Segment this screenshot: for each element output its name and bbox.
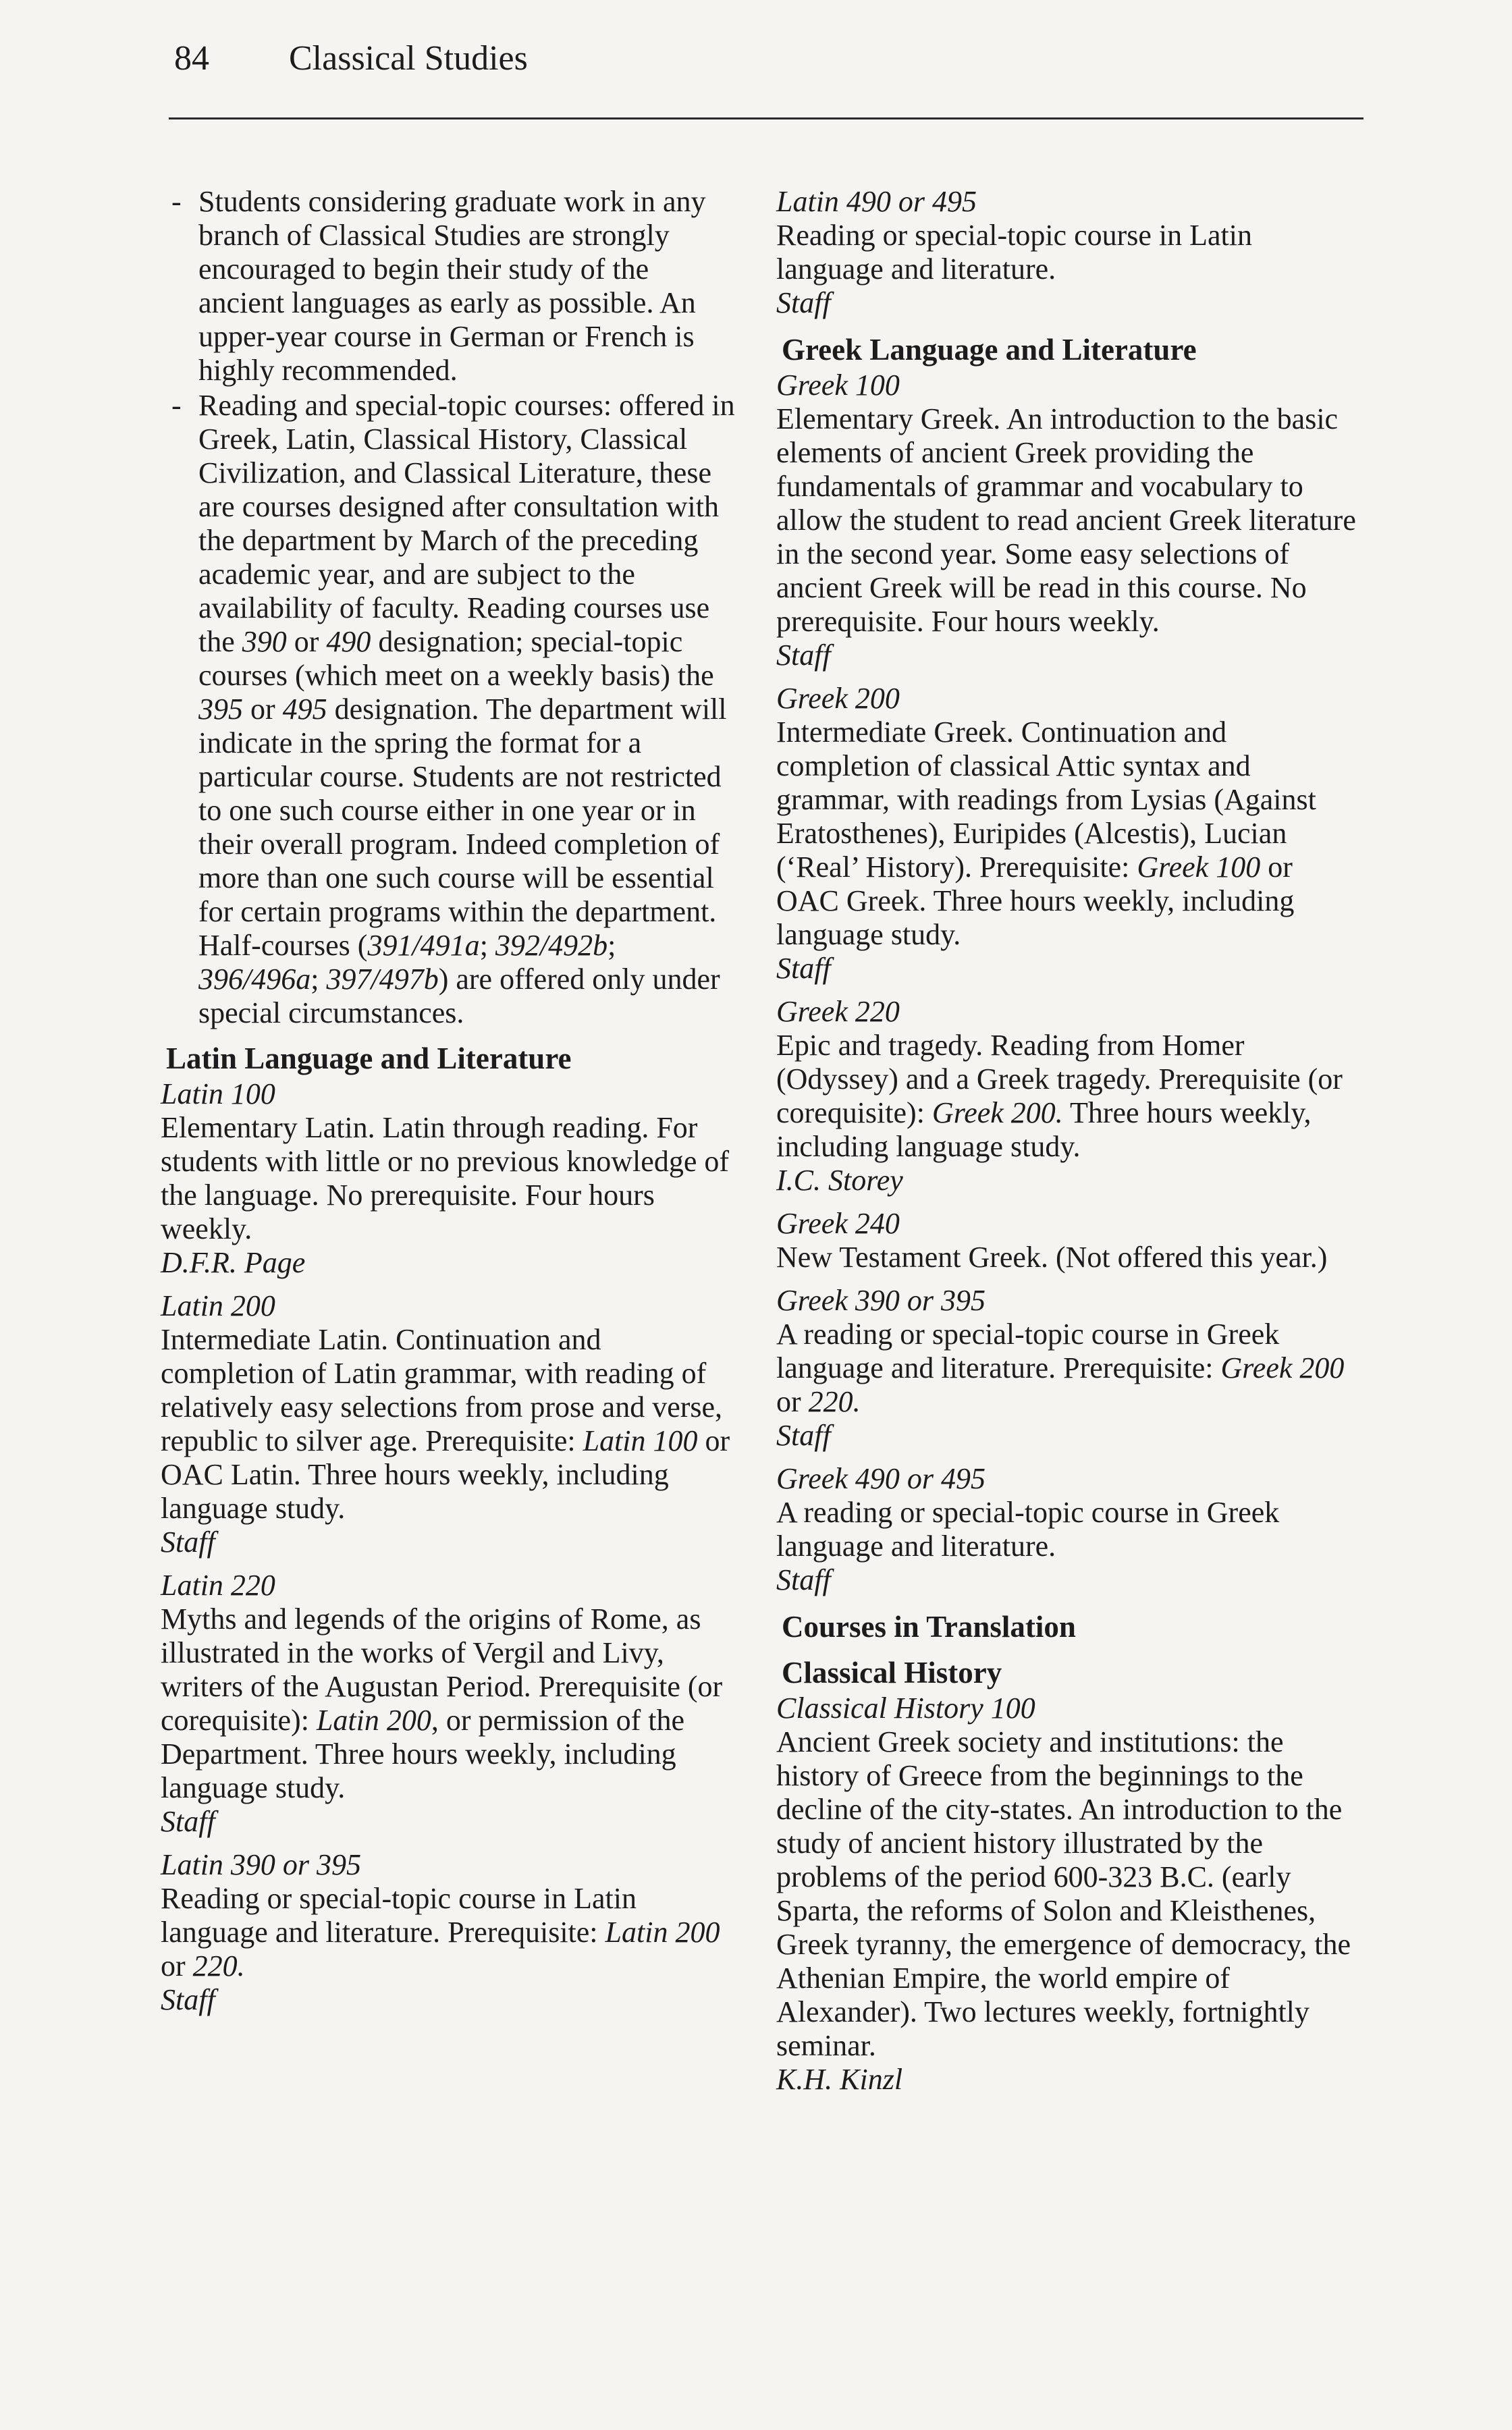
latin-course-list bbox=[161, 1077, 741, 2017]
course-title bbox=[161, 1848, 741, 1882]
italic-text: Latin 200 bbox=[605, 1916, 720, 1949]
text-run: or bbox=[776, 1385, 809, 1418]
italic-text: 392/492b bbox=[495, 929, 608, 962]
course-title bbox=[776, 995, 1357, 1029]
course-title bbox=[161, 1077, 741, 1111]
text-run: Intermediate Latin. Continuation and completion of Latin grammar, with reading of relatively easy selections from prose and verse, republic to silver age. Prerequisite: bbox=[161, 1323, 723, 1457]
section-heading-latin: Latin Language and Literature bbox=[166, 1042, 572, 1075]
italic-text: 495 bbox=[282, 693, 327, 726]
text-run: or bbox=[243, 693, 283, 726]
text-run: Intermediate Greek. Continuation and completion of classical Attic syntax and grammar, with readings from Lysias (Against Eratosthenes), Euripides (Alcestis), Lucian (‘Real’ History). Prerequisite: bbox=[776, 716, 1316, 884]
text-run: designation; special-topic courses (which meet on a weekly basis) the bbox=[198, 625, 714, 692]
text-run: A reading or special-topic course in Greek language and literature. Prerequisite: bbox=[776, 1318, 1280, 1384]
course-entry bbox=[776, 1692, 1357, 2097]
course-description bbox=[776, 1725, 1357, 2063]
course-title bbox=[161, 1569, 741, 1602]
course-title bbox=[776, 682, 1357, 716]
page-header bbox=[174, 35, 528, 82]
course-entry bbox=[776, 1462, 1357, 1597]
note-text bbox=[198, 185, 706, 387]
course-entry bbox=[776, 995, 1357, 1197]
text-run: Epic and tragedy. Reading from Homer (Odyssey) and a Greek tragedy. Prerequisite (or corequisite): bbox=[776, 1029, 1343, 1129]
history-course-list bbox=[776, 1692, 1357, 2097]
text-run: designation. The department will indicate in the spring the format for a particular course. Students are not restricted to one such course either in one year or in their overall program. Indeed completion of more than one such course will be essential for certain programs within the department. Half-courses ( bbox=[198, 693, 727, 962]
text-run: Elementary Latin. Latin through reading. For students with little or no previous knowledge of the language. No prerequisite. Four hours weekly. bbox=[161, 1111, 729, 1245]
italic-text: 495 bbox=[940, 1462, 986, 1495]
course-entry bbox=[776, 369, 1357, 672]
course-description bbox=[161, 1602, 741, 1805]
text-run: or bbox=[161, 1949, 193, 1982]
course-instructor: Staff bbox=[161, 1983, 215, 2016]
course-description bbox=[776, 402, 1357, 639]
left-column bbox=[161, 185, 741, 2026]
italic-text: Greek 100 bbox=[776, 369, 900, 402]
text-run: ; bbox=[310, 963, 327, 996]
italic-text: 220. bbox=[192, 1949, 245, 1982]
course-title bbox=[776, 1207, 1357, 1241]
text-run: ) are offered only under special circumstances. bbox=[198, 963, 720, 1029]
text-run: or bbox=[286, 625, 327, 658]
text-run: ; bbox=[608, 929, 616, 962]
course-description bbox=[776, 219, 1357, 286]
page-number: 84 bbox=[174, 39, 209, 78]
course-entry bbox=[776, 1284, 1357, 1453]
text-run: Reading or special-topic course in Latin language and literature. Prerequisite: bbox=[161, 1882, 637, 1949]
course-instructor: I.C. Storey bbox=[776, 1164, 903, 1197]
italic-text: 495 bbox=[932, 185, 977, 218]
italic-text: 391/491a bbox=[367, 929, 480, 962]
italic-text: Latin 390 bbox=[161, 1848, 275, 1881]
course-entry bbox=[776, 1207, 1357, 1274]
italic-text: 396/496a bbox=[198, 963, 311, 996]
italic-text: Greek 240 bbox=[776, 1207, 900, 1240]
text-run: Three hours weekly, including language study. bbox=[776, 1096, 1312, 1163]
course-entry bbox=[161, 1569, 741, 1839]
section-heading-translation: Courses in Translation bbox=[782, 1610, 1076, 1644]
text-run: Ancient Greek society and institutions: the history of Greece from the beginnings to the decline of the city-states. An introduction to the study of ancient history illustrated by the problems of the period 600-323 B.C. (early Sparta, the reforms of Solon and Kleisthenes, Greek tyranny, the emergence of democracy, the Athenian Empire, the world empire of Alexander). Two lectures weekly, fortnightly seminar. bbox=[776, 1725, 1351, 2062]
note-dash: - bbox=[171, 185, 182, 218]
italic-text: Latin 220 bbox=[161, 1569, 275, 1602]
italic-text: Greek 490 bbox=[776, 1462, 900, 1495]
course-instructor: Staff bbox=[776, 1563, 831, 1596]
text-run: , or permission of the Department. Three hours weekly, including language study. bbox=[161, 1704, 685, 1804]
course-entry bbox=[776, 682, 1357, 986]
section-title: Classical Studies bbox=[289, 39, 528, 78]
text-run: Students considering graduate work in any branch of Classical Studies are strongly encouraged to begin their study of the ancient languages as early as possible. An upper-year course in German or French is highly recommended. bbox=[198, 185, 706, 387]
course-description bbox=[776, 716, 1357, 952]
course-instructor: Staff bbox=[776, 952, 831, 985]
course-entry bbox=[776, 185, 1357, 320]
note-dash: - bbox=[171, 389, 182, 422]
course-entry bbox=[161, 1848, 741, 2017]
section-heading-greek: Greek Language and Literature bbox=[782, 333, 1197, 367]
text-run: Reading or special-topic course in Latin language and literature. bbox=[776, 219, 1252, 286]
text-run: or bbox=[899, 1462, 941, 1495]
text-run: or bbox=[275, 1848, 317, 1881]
text-run: Reading and special-topic courses: offered in Greek, Latin, Classical History, Classical Civilization, and Classical Literature, these are courses designed after consultation with the department by March of the preceding academic year, and are subject to the availability of faculty. Reading courses use the bbox=[198, 389, 735, 658]
course-description bbox=[776, 1318, 1357, 1419]
note-text bbox=[198, 389, 735, 1029]
italic-text: Latin 490 bbox=[776, 185, 891, 218]
course-title bbox=[776, 369, 1357, 402]
course-instructor: Staff bbox=[161, 1526, 215, 1559]
note-item bbox=[161, 389, 741, 1030]
course-title bbox=[161, 1289, 741, 1323]
course-title bbox=[776, 1692, 1357, 1725]
text-run: Elementary Greek. An introduction to the basic elements of ancient Greek providing the fundamentals of grammar and vocabulary to allow the student to read ancient Greek literature in the second year. Some easy selections of ancient Greek will be read in this course. No prerequisite. Four hours weekly. bbox=[776, 402, 1356, 638]
italic-text: Classical History 100 bbox=[776, 1692, 1035, 1725]
italic-text: Greek 220 bbox=[776, 995, 900, 1028]
text-run: New Testament Greek. (Not offered this year.) bbox=[776, 1241, 1328, 1274]
italic-text: Latin 100 bbox=[583, 1424, 698, 1457]
course-description bbox=[161, 1882, 741, 1983]
italic-text: 390 bbox=[242, 625, 287, 658]
italic-text: 397/497b bbox=[326, 963, 439, 996]
greek-course-list bbox=[776, 369, 1357, 1597]
italic-text: Latin 100 bbox=[161, 1077, 275, 1110]
text-run: or OAC Latin. Three hours weekly, including language study. bbox=[161, 1424, 730, 1525]
text-run: or bbox=[890, 185, 933, 218]
italic-text: 220. bbox=[808, 1385, 861, 1418]
course-description bbox=[161, 1111, 741, 1246]
italic-text: 395 bbox=[317, 1848, 362, 1881]
italic-text: Latin 200 bbox=[161, 1289, 275, 1322]
italic-text: 395 bbox=[198, 693, 243, 726]
course-instructor: K.H. Kinzl bbox=[776, 2063, 903, 2096]
note-item bbox=[161, 185, 741, 387]
italic-text: Latin 200 bbox=[316, 1704, 431, 1737]
text-run: ; bbox=[479, 929, 495, 962]
text-run: or OAC Greek. Three hours weekly, including language study. bbox=[776, 850, 1295, 951]
text-run: A reading or special-topic course in Greek language and literature. bbox=[776, 1496, 1280, 1563]
course-instructor: D.F.R. Page bbox=[161, 1246, 306, 1279]
italic-text: 395 bbox=[940, 1284, 986, 1317]
section-heading-history: Classical History bbox=[782, 1656, 1002, 1690]
italic-text: 490 bbox=[326, 625, 371, 658]
italic-text: Greek 390 bbox=[776, 1284, 900, 1317]
course-description bbox=[776, 1241, 1357, 1274]
course-title bbox=[776, 1462, 1357, 1496]
course-instructor: Staff bbox=[776, 639, 831, 672]
italic-text: Greek 200. bbox=[932, 1096, 1063, 1129]
italic-text: Greek 200 bbox=[776, 682, 900, 715]
course-instructor: Staff bbox=[776, 1419, 831, 1452]
course-description bbox=[776, 1029, 1357, 1164]
right-column bbox=[776, 185, 1357, 2106]
course-entry bbox=[161, 1289, 741, 1559]
course-title bbox=[776, 1284, 1357, 1318]
text-run: or bbox=[899, 1284, 941, 1317]
course-entry bbox=[161, 1077, 741, 1280]
course-instructor: Staff bbox=[776, 286, 831, 319]
course-description bbox=[161, 1323, 741, 1526]
header-rule bbox=[169, 117, 1364, 119]
italic-text: Greek 200 bbox=[1220, 1351, 1345, 1384]
text-run: Myths and legends of the origins of Rome, as illustrated in the works of Vergil and Livy, writers of the Augustan Period. Prerequisite (or corequisite): bbox=[161, 1602, 723, 1737]
course-instructor: Staff bbox=[161, 1805, 215, 1838]
italic-text: Greek 100 bbox=[1137, 850, 1261, 884]
notes-list bbox=[161, 185, 741, 1030]
course-description bbox=[776, 1496, 1357, 1563]
course-title bbox=[776, 185, 1357, 219]
